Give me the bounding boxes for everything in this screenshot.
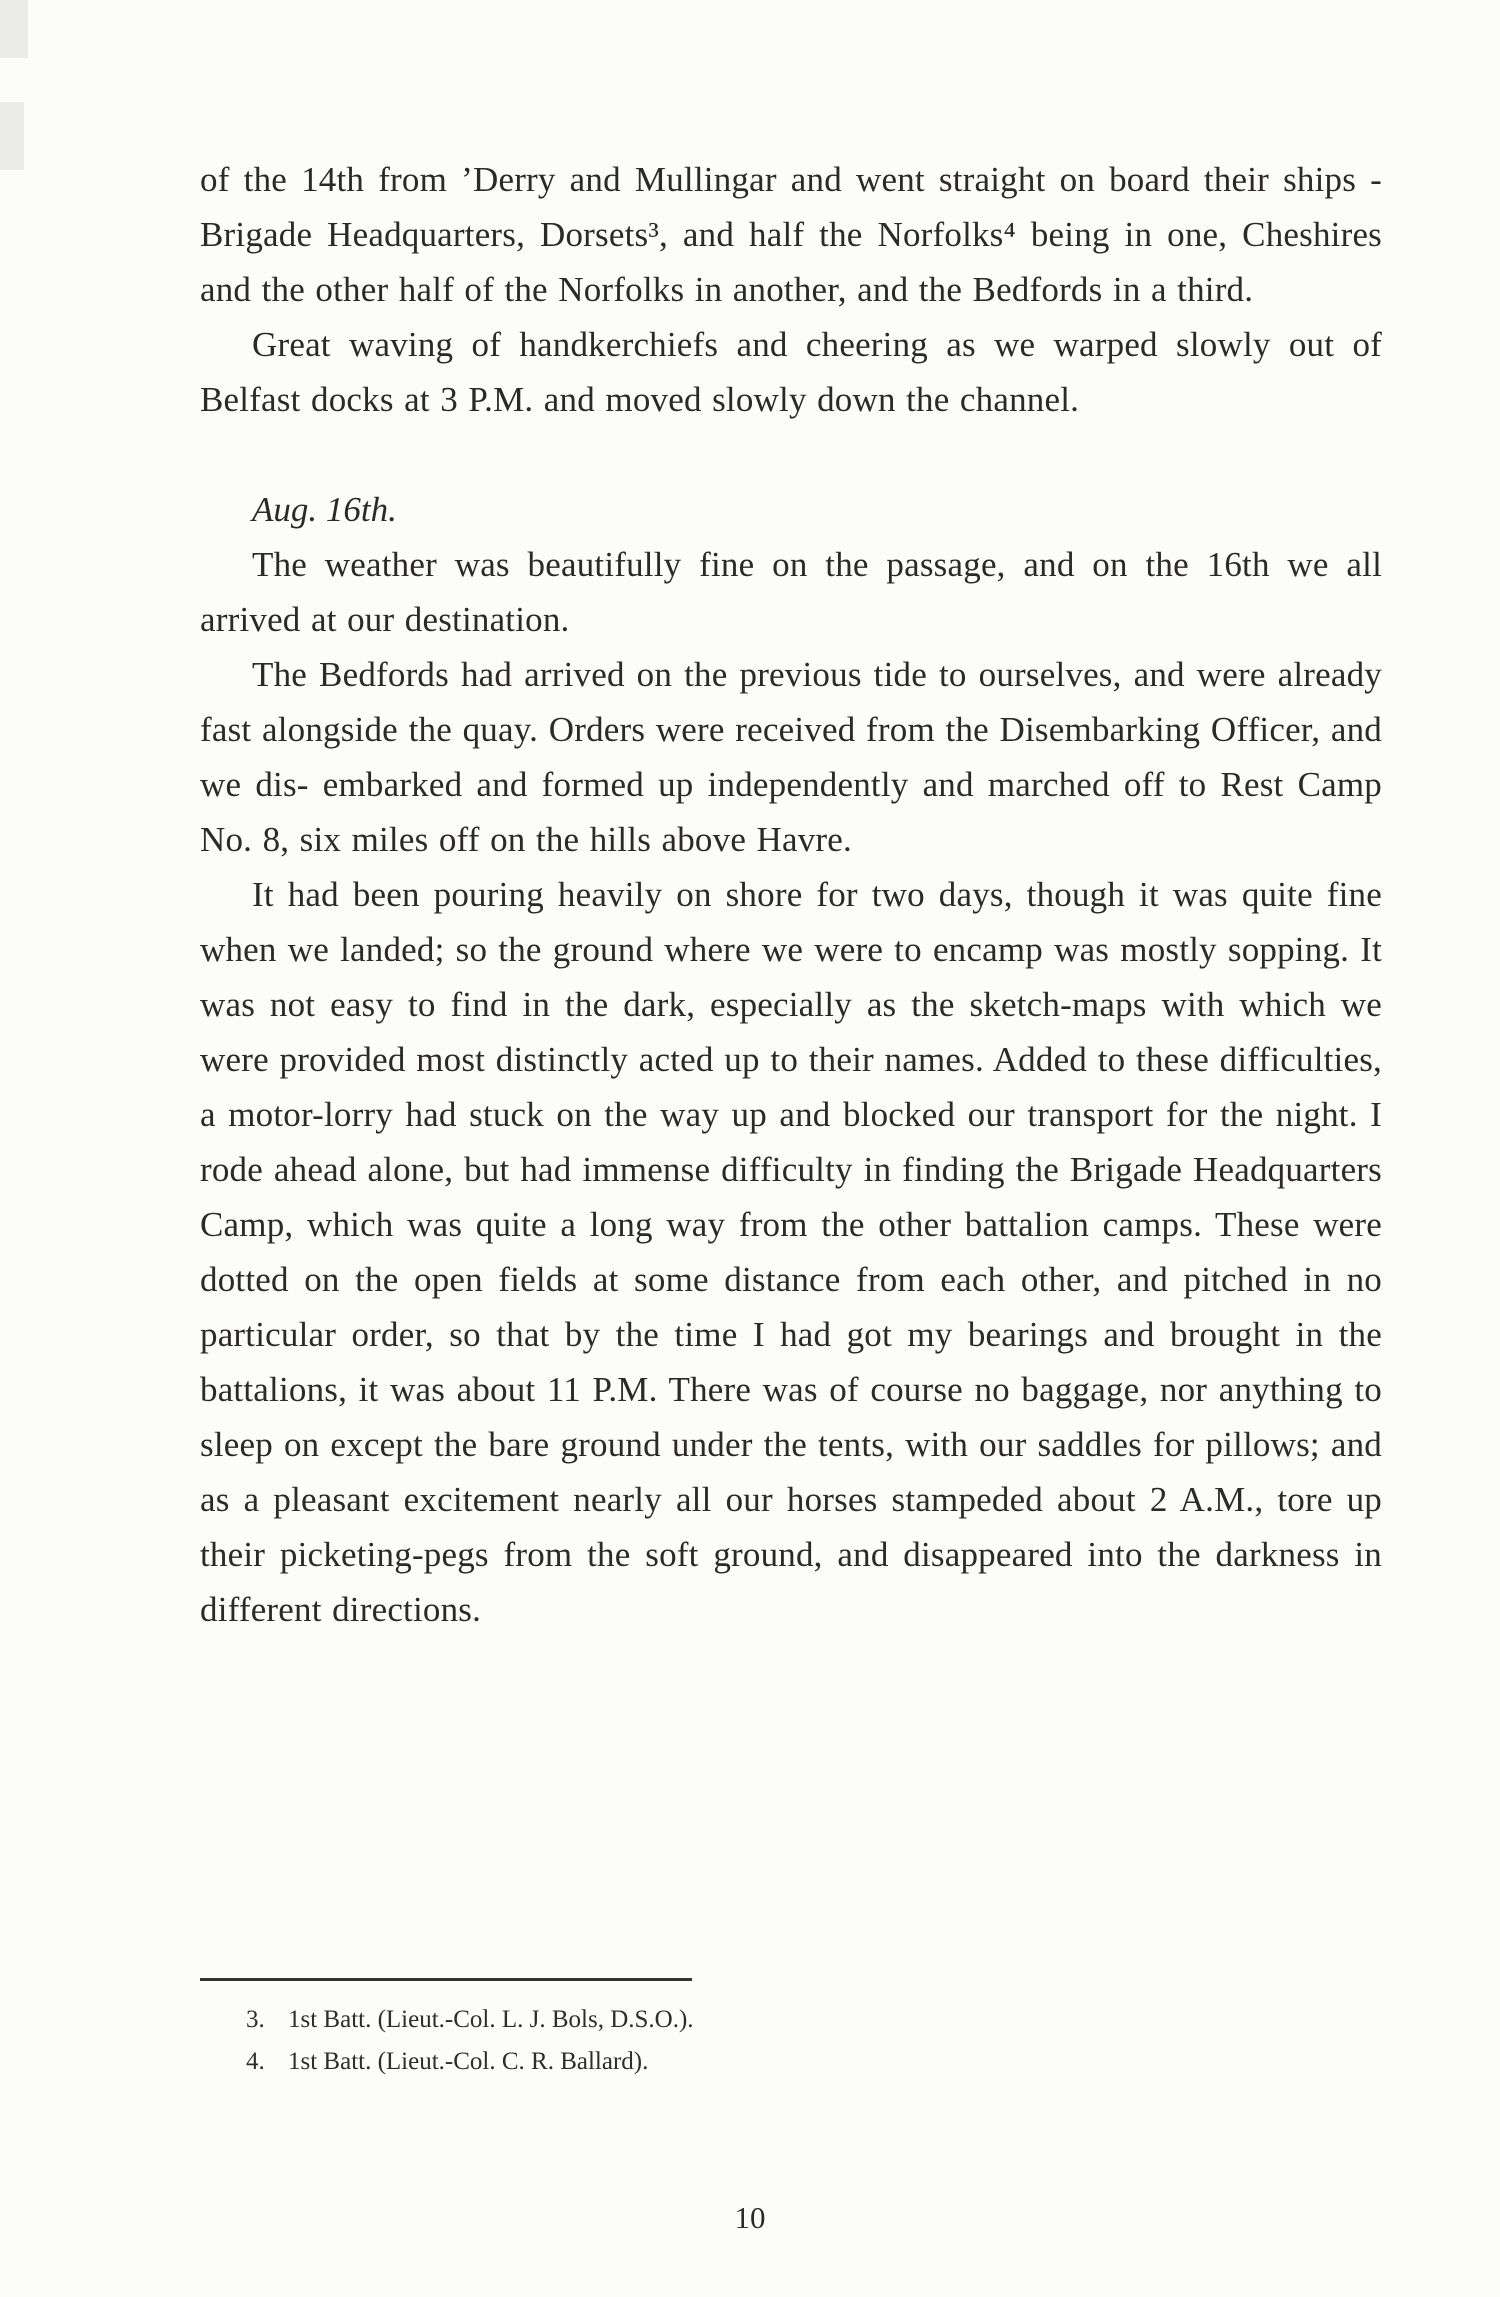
footnote-number: 3. bbox=[246, 2006, 265, 2033]
paragraph: It had been pouring heavily on shore for two days, though it was quite fine when we landed; so the ground where we were to encamp was mostly sopping. It was not easy to find in the dark, especially as the sketch-maps with which we were provided most distinctly acted up to their names. Added to these difficulties, a motor-lorry had stuck on the way up and blocked our transport for the night. I rode ahead alone, but had immense difficulty in finding the Brigade Headquarters Camp, which was quite a long way from the other battalion camps. These were dotted on the open fields at some distance from each other, and pitched in no particular order, so that by the time I had got my bearings and brought in the battalions, it was about 11 P.M. There was of course no baggage, nor anything to sleep on except the bare ground under the tents, with our saddles for pillows; and as a pleasant excitement nearly all our horses stampeded about 2 A.M., tore up their picketing-pegs from the soft ground, and disappeared into the darkness in different directions. bbox=[200, 875, 1382, 1629]
scan-artifact bbox=[0, 102, 24, 170]
footnote-divider bbox=[200, 1978, 692, 1981]
page-number: 10 bbox=[734, 2200, 766, 2235]
paragraph: The Bedfords had arrived on the previous tide to ourselves, and were already fast alongside the quay. Orders were received from the Disembarking Officer, and we dis- embarked and formed up independently and marched off to Rest Camp No. 8, six miles off on the hills above Havre. bbox=[200, 655, 1382, 859]
footnote-section bbox=[200, 1978, 1382, 2083]
footnote bbox=[200, 1999, 1382, 2041]
footnote-text: 1st Batt. (Lieut.-Col. C. R. Ballard). bbox=[288, 2048, 649, 2075]
footnote bbox=[200, 2041, 1382, 2083]
footnote-text: 1st Batt. (Lieut.-Col. L. J. Bols, D.S.O.). bbox=[288, 2006, 694, 2033]
scan-artifact bbox=[0, 0, 28, 58]
footnote-number: 4. bbox=[246, 2048, 265, 2075]
paragraph-continuation: of the 14th from ’Derry and Mullingar and went straight on board their ships - Brigade Headquarters, Dorsets³, and half the Norfolks⁴ being in one, Cheshires and the other half of the Norfolks in another, and the Bedfords in a third. bbox=[200, 160, 1382, 309]
paragraph: Great waving of handkerchiefs and cheering as we warped slowly out of Belfast docks at 3 P.M. and moved slowly down the channel. bbox=[200, 325, 1382, 419]
date-heading: Aug. 16th. bbox=[252, 490, 397, 529]
paragraph: The weather was beautifully fine on the passage, and on the 16th we all arrived at our destination. bbox=[200, 545, 1382, 639]
page-text-block bbox=[200, 152, 1382, 1637]
